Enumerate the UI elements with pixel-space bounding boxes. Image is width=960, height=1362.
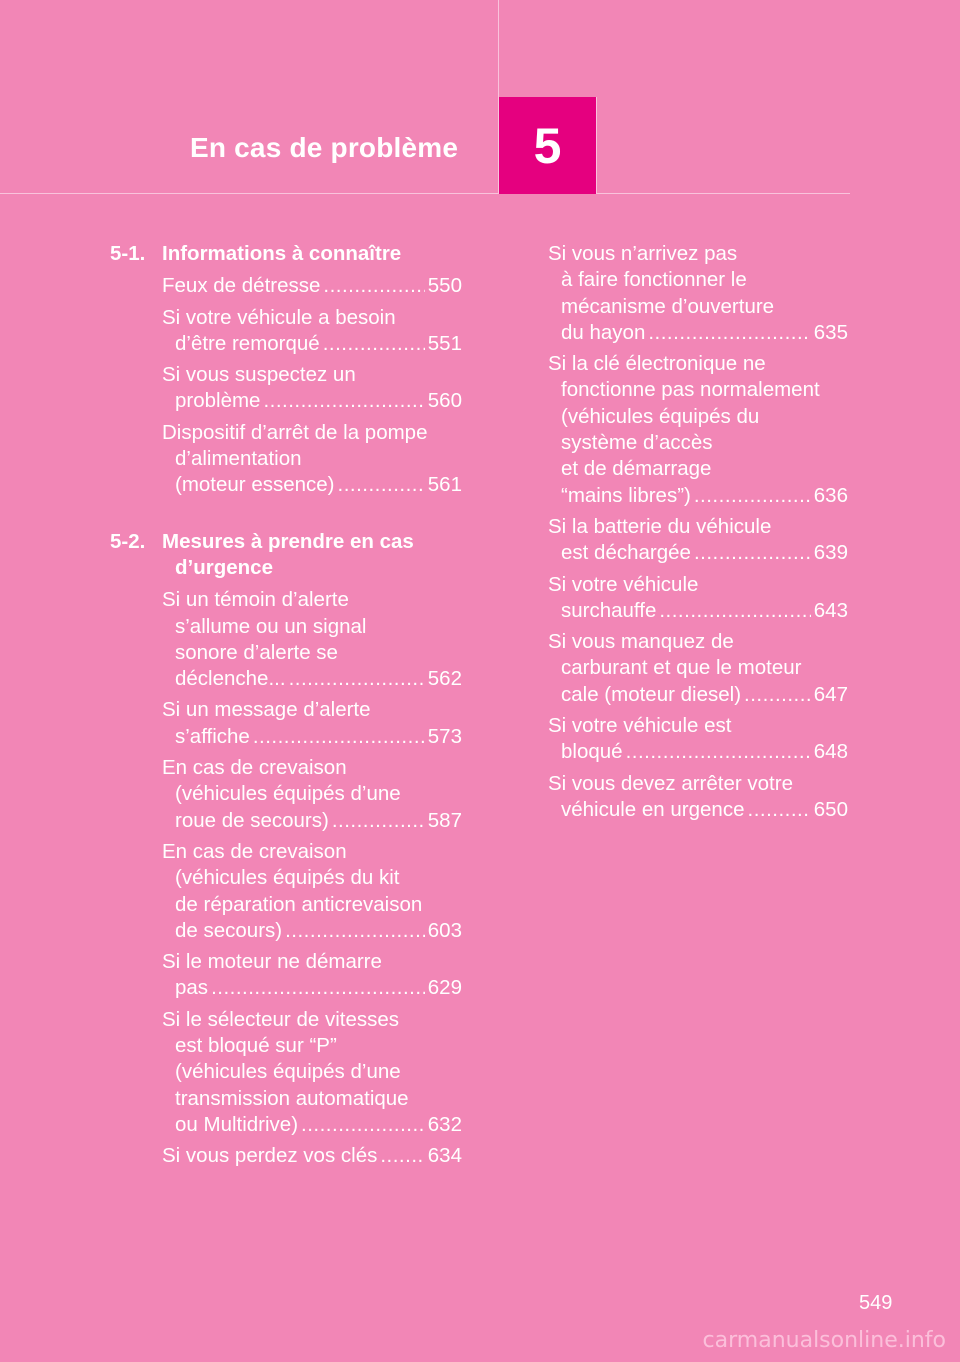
toc-entry-line: Dispositif d’arrêt de la pompe <box>162 420 428 444</box>
section-number: 5-1. <box>110 242 146 265</box>
watermark: carmanualsonline.info <box>702 1328 946 1353</box>
toc-entry-line: est bloqué sur “P” <box>175 1034 337 1058</box>
toc-entry-line: sonore d’alerte se <box>175 640 338 664</box>
toc-entry-last-line <box>548 540 848 566</box>
toc-entry-text: Feux de détresse <box>162 274 321 298</box>
toc-entry-line: (véhicules équipés d’une <box>175 1060 401 1084</box>
toc-entry-line: s’allume ou un signal <box>175 614 367 638</box>
toc-entry-text: surchauffe <box>561 598 657 622</box>
toc-page-number: 629 <box>427 976 462 1000</box>
toc-page-number: 643 <box>813 598 848 622</box>
toc-entry-last-line <box>162 331 462 357</box>
toc-entry-text: ou Multidrive) <box>175 1112 299 1136</box>
toc-page-number: 639 <box>813 541 848 565</box>
toc-entry[interactable] <box>162 305 462 358</box>
toc-entry-line: (véhicules équipés du kit <box>175 866 400 890</box>
section-title: Informations à connaître <box>162 242 402 265</box>
toc-page-number: 550 <box>427 274 462 298</box>
toc-left-column <box>110 241 462 1200</box>
toc-entry-text: du hayon <box>561 320 646 344</box>
toc-entry-last-line <box>162 1143 462 1169</box>
toc-entry[interactable] <box>162 1007 462 1138</box>
toc-entry-line: Si vous suspectez un <box>162 363 356 387</box>
toc-entry-last-line <box>548 739 848 765</box>
toc-entry-line: (véhicules équipés d’une <box>175 782 401 806</box>
chapter-number: 5 <box>533 117 562 174</box>
toc-entry-text: véhicule en urgence <box>561 797 745 821</box>
toc-entry-line: Si votre véhicule <box>548 572 699 596</box>
dot-leader <box>748 797 811 823</box>
toc-entry-text: déclenche... <box>175 667 286 691</box>
toc-entry-text: s’affiche <box>175 724 250 748</box>
toc-entry-line: Si le moteur ne démarre <box>162 950 382 974</box>
toc-entry-line: carburant et que le moteur <box>561 656 802 680</box>
section-heading <box>110 241 462 267</box>
toc-entry-text: Si vous perdez vos clés <box>162 1144 378 1168</box>
toc-entry-text: de secours) <box>175 918 283 942</box>
toc-entry-last-line <box>162 918 462 944</box>
header-horizontal-rule <box>0 193 850 194</box>
toc-page-number: 603 <box>427 918 462 942</box>
dot-leader <box>694 540 811 566</box>
toc-entry[interactable] <box>548 771 848 824</box>
toc-entry-line: d’alimentation <box>175 447 302 471</box>
toc-entry-line: Si un témoin d’alerte <box>162 588 349 612</box>
dot-leader <box>380 1143 424 1169</box>
section-heading <box>110 529 462 582</box>
toc-section <box>110 529 462 1170</box>
chapter-number-tab <box>499 97 596 194</box>
toc-entry-text: roue de secours) <box>175 808 329 832</box>
toc-entry-line: Si un message d’alerte <box>162 698 371 722</box>
toc-page-number: 634 <box>427 1144 462 1168</box>
toc-entry-last-line <box>548 320 848 346</box>
toc-entry[interactable] <box>162 420 462 499</box>
toc-entry-line: mécanisme d’ouverture <box>561 294 775 318</box>
toc-entry[interactable] <box>162 697 462 750</box>
toc-entry-line: Si vous devez arrêter votre <box>548 771 793 795</box>
section-entries <box>110 587 462 1169</box>
toc-entry-line: Si le sélecteur de vitesses <box>162 1007 400 1031</box>
toc-entry-last-line <box>162 1112 462 1138</box>
dot-leader <box>744 682 811 708</box>
toc-page-number: 561 <box>427 473 462 497</box>
toc-page-number: 636 <box>813 483 848 507</box>
toc-entry-text: pas <box>175 976 209 1000</box>
toc-entry[interactable] <box>548 713 848 766</box>
toc-entry-last-line <box>162 724 462 750</box>
toc-entry-last-line <box>162 666 462 692</box>
toc-page-number: 635 <box>813 320 848 344</box>
dot-leader <box>626 739 811 765</box>
toc-entry[interactable] <box>548 241 848 346</box>
toc-entry[interactable] <box>162 587 462 692</box>
toc-entry-last-line <box>162 388 462 414</box>
toc-entry-line: Si la clé électronique ne <box>548 352 766 376</box>
dot-leader <box>659 598 810 624</box>
toc-entry-text: “mains libres”) <box>561 483 691 507</box>
toc-entry-text: cale (moteur diesel) <box>561 682 742 706</box>
dot-leader <box>332 808 425 834</box>
dot-leader <box>323 331 425 357</box>
chapter-title: En cas de problème <box>190 132 459 163</box>
toc-entry-line: Si vous n’arrivez pas <box>548 242 738 265</box>
toc-entry[interactable] <box>162 949 462 1002</box>
toc-entry-line: En cas de crevaison <box>162 756 347 780</box>
section-number: 5-2. <box>110 529 146 553</box>
toc-entry-last-line <box>548 682 848 708</box>
toc-entry[interactable] <box>162 362 462 415</box>
toc-entry[interactable] <box>162 839 462 944</box>
toc-entry[interactable] <box>548 629 848 708</box>
toc-page-number: 587 <box>427 808 462 832</box>
toc-entry-last-line <box>162 975 462 1001</box>
toc-entry[interactable] <box>162 755 462 834</box>
dot-leader <box>211 975 425 1001</box>
toc-entry-last-line <box>548 598 848 624</box>
toc-entry-last-line <box>548 797 848 823</box>
dot-leader <box>285 918 425 944</box>
dot-leader <box>289 666 425 692</box>
toc-page-number: 650 <box>813 797 848 821</box>
dot-leader <box>338 472 425 498</box>
chapter-tab-edge <box>596 97 597 194</box>
toc-entry-line: En cas de crevaison <box>162 839 347 863</box>
dot-leader <box>648 320 810 346</box>
toc-entry[interactable] <box>548 572 848 625</box>
toc-page-number: 573 <box>427 724 462 748</box>
toc-entry-text: est déchargée <box>561 541 691 565</box>
toc-entry[interactable] <box>162 273 462 299</box>
dot-leader <box>301 1112 425 1138</box>
toc-entry-line: de réparation anticrevaison <box>175 892 423 916</box>
toc-page-number: 632 <box>427 1112 462 1136</box>
toc-page-number: 562 <box>427 667 462 691</box>
toc-entry-line: système d’accès <box>561 431 713 455</box>
toc-entry-text: bloqué <box>561 740 623 764</box>
toc-entry-text: (moteur essence) <box>175 473 335 497</box>
section-title: Mesures à prendre en cas d’urgence <box>162 529 414 579</box>
toc-entry-line: et de démarrage <box>561 457 712 481</box>
toc-entry-line: Si vous manquez de <box>548 630 734 654</box>
toc-entry-line: à faire fonctionner le <box>561 268 747 292</box>
toc-entry-line: Si votre véhicule a besoin <box>162 305 396 329</box>
toc-entry-last-line <box>162 273 462 299</box>
toc-right-column <box>548 241 848 828</box>
dot-leader <box>263 388 424 414</box>
toc-entry[interactable] <box>548 351 848 509</box>
toc-entry-last-line <box>162 472 462 498</box>
toc-entry-line: (véhicules équipés du <box>561 404 760 428</box>
toc-entry-line: Si la batterie du véhicule <box>548 514 772 538</box>
section-entries <box>110 273 462 498</box>
toc-page-number: 560 <box>427 389 462 413</box>
toc-entry-line: Si votre véhicule est <box>548 714 732 738</box>
toc-page-number: 648 <box>813 740 848 764</box>
dot-leader <box>694 483 811 509</box>
dot-leader <box>253 724 425 750</box>
toc-section <box>110 241 462 499</box>
toc-page-number: 647 <box>813 682 848 706</box>
toc-entry-text: problème <box>175 389 261 413</box>
toc-entry-text: d’être remorqué <box>175 331 320 355</box>
dot-leader <box>323 273 424 299</box>
toc-entry[interactable] <box>162 1143 462 1169</box>
toc-entry-line: fonctionne pas normalement <box>561 378 820 402</box>
toc-entry-line: transmission automatique <box>175 1086 409 1110</box>
toc-entry-last-line <box>162 808 462 834</box>
toc-page-number: 551 <box>427 331 462 355</box>
toc-entry-last-line <box>548 483 848 509</box>
toc-entry[interactable] <box>548 514 848 567</box>
page-number: 549 <box>859 1292 893 1314</box>
